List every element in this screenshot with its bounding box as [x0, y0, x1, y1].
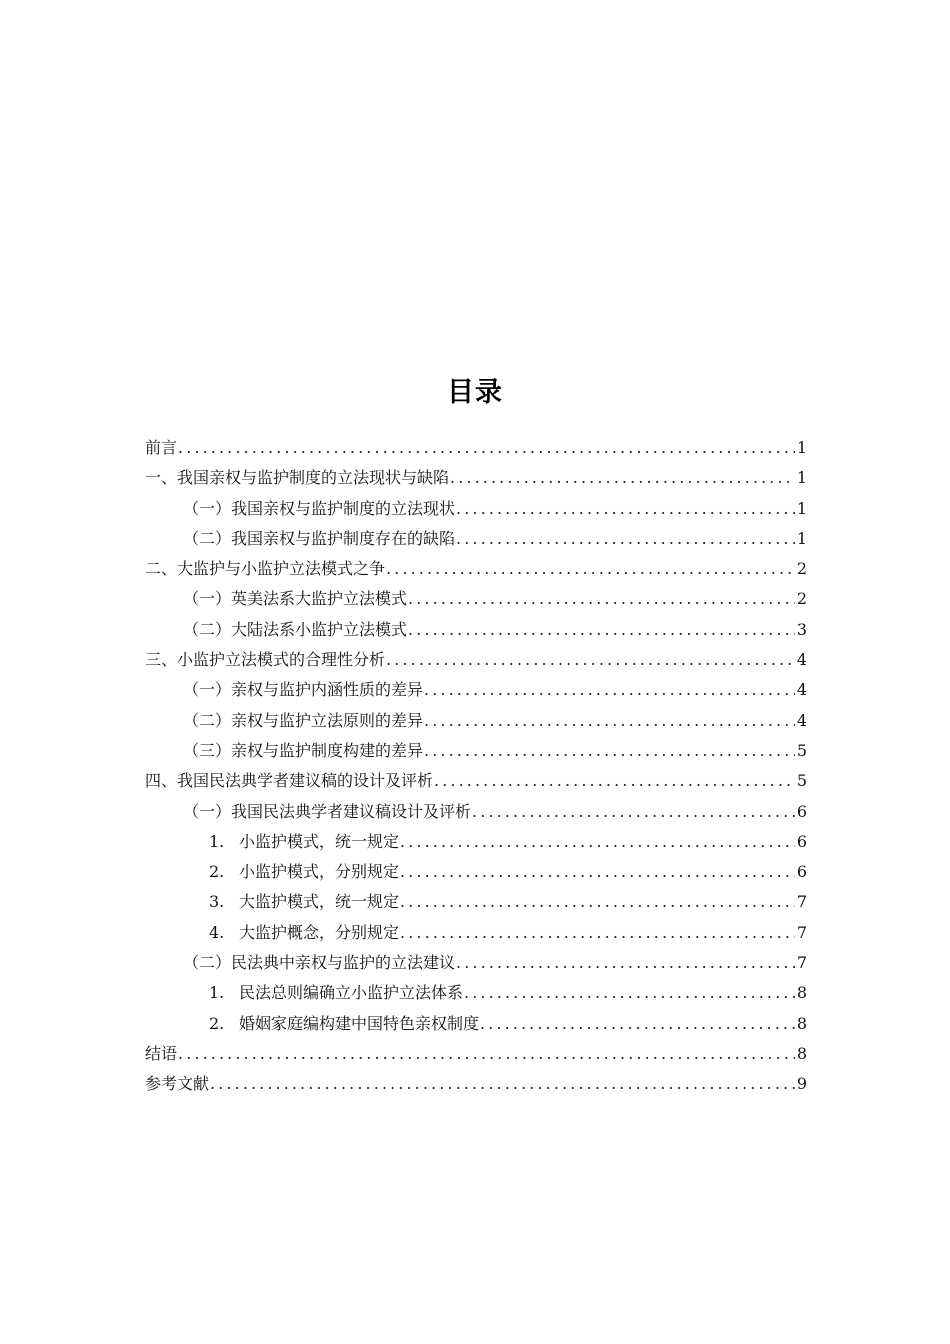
toc-entry[interactable]: [145, 1009, 807, 1039]
toc-page-number: 3: [796, 619, 807, 639]
toc-dot-leader: [400, 918, 795, 948]
toc-page-number: 4: [796, 710, 807, 730]
toc-page-number: 7: [796, 892, 807, 912]
toc-page-number: 2: [796, 559, 807, 579]
toc-dot-leader: [178, 1039, 795, 1069]
toc-entry[interactable]: [145, 857, 807, 887]
toc-page-number: 8: [796, 1013, 807, 1033]
toc-entry-text: 小监护模式，分别规定: [239, 862, 400, 882]
toc-page-number: 8: [796, 1043, 807, 1063]
toc-list: [145, 433, 807, 1100]
toc-entry-label: [183, 948, 455, 978]
toc-dot-leader: [210, 1069, 795, 1099]
toc-entry-text: 一、我国亲权与监护制度的立法现状与缺陷: [145, 468, 450, 488]
toc-entry-number: 2.: [209, 862, 225, 882]
toc-entry-label: [145, 554, 385, 584]
toc-entry-text: （二）大陆法系小监护立法模式: [183, 619, 408, 639]
toc-entry-text: 三、小监护立法模式的合理性分析: [145, 650, 386, 670]
toc-entry-text: 大监护模式，统一规定: [239, 892, 400, 912]
toc-entry[interactable]: [145, 827, 807, 857]
toc-page-number: 5: [796, 740, 807, 760]
toc-entry-text: 结语: [145, 1043, 178, 1063]
toc-entry-text: （一）我国民法典学者建议稿设计及评析: [183, 801, 472, 821]
toc-entry-text: （一）我国亲权与监护制度的立法现状: [183, 498, 456, 518]
toc-entry-number: 4.: [209, 922, 225, 942]
toc-entry-label: [183, 736, 423, 766]
toc-dot-leader: [472, 797, 795, 827]
toc-entry-number: 1.: [209, 983, 225, 1003]
toc-dot-leader: [424, 706, 795, 736]
toc-entry[interactable]: [145, 887, 807, 917]
toc-dot-leader: [400, 887, 795, 917]
toc-page-number: 1: [796, 438, 807, 457]
toc-page-number: 6: [796, 862, 807, 882]
toc-dot-leader: [424, 736, 795, 766]
toc-entry-text: 二、大监护与小监护立法模式之争: [145, 559, 386, 579]
toc-entry-label: [183, 675, 423, 705]
toc-entry-text: （二）亲权与监护立法原则的差异: [183, 710, 424, 730]
toc-page-number: 1: [796, 498, 807, 518]
toc-entry[interactable]: [145, 1069, 807, 1099]
toc-entry-number: 1.: [209, 831, 225, 851]
toc-entry-label: [183, 706, 423, 736]
toc-dot-leader: [450, 463, 795, 493]
toc-dot-leader: [400, 827, 795, 857]
toc-dot-leader: [408, 584, 795, 614]
toc-entry[interactable]: [145, 675, 807, 705]
toc-page-number: 4: [796, 650, 807, 670]
toc-dot-leader: [424, 675, 795, 705]
toc-entry[interactable]: [145, 918, 807, 948]
toc-entry[interactable]: [145, 554, 807, 584]
toc-entry-label: [209, 1009, 479, 1039]
toc-dot-leader: [178, 433, 795, 463]
toc-page-number: 9: [796, 1074, 807, 1094]
toc-dot-leader: [408, 615, 795, 645]
toc-entry-label: [183, 797, 471, 827]
toc-entry-number: 2.: [209, 1013, 225, 1033]
toc-entry-text: 婚姻家庭编构建中国特色亲权制度: [239, 1013, 480, 1033]
toc-entry-label: [145, 433, 177, 463]
toc-page-number: 7: [796, 922, 807, 942]
toc-entry[interactable]: [145, 978, 807, 1008]
toc-entry-label: [183, 584, 407, 614]
toc-entry-label: [145, 645, 385, 675]
toc-entry-text: 民法总则编确立小监护立法体系: [239, 983, 464, 1003]
toc-entry[interactable]: [145, 645, 807, 675]
toc-entry-text: （一）亲权与监护内涵性质的差异: [183, 680, 424, 700]
toc-entry-label: [183, 494, 455, 524]
toc-dot-leader: [400, 857, 795, 887]
toc-dot-leader: [386, 645, 795, 675]
toc-entry-label: [183, 615, 407, 645]
toc-entry[interactable]: [145, 1039, 807, 1069]
toc-entry-label: [209, 857, 399, 887]
toc-entry-number: 3.: [209, 892, 225, 912]
toc-page-number: 6: [796, 831, 807, 851]
toc-page-number: 1: [796, 528, 807, 548]
toc-page-number: 2: [796, 589, 807, 609]
toc-entry-text: 小监护模式，统一规定: [239, 831, 400, 851]
toc-entry-text: 前言: [145, 438, 178, 457]
toc-dot-leader: [464, 978, 795, 1008]
toc-entry[interactable]: [145, 766, 807, 796]
toc-entry-text: （一）英美法系大监护立法模式: [183, 589, 408, 609]
toc-entry-text: （二）我国亲权与监护制度存在的缺陷: [183, 528, 456, 548]
toc-entry-label: [183, 524, 455, 554]
toc-dot-leader: [480, 1009, 795, 1039]
toc-entry-label: [145, 1039, 177, 1069]
toc-entry-label: [145, 1069, 209, 1099]
toc-entry[interactable]: [145, 524, 807, 554]
toc-entry-text: 大监护概念，分别规定: [239, 922, 400, 942]
toc-page-number: 1: [796, 468, 807, 488]
toc-dot-leader: [456, 948, 795, 978]
toc-entry[interactable]: [145, 797, 807, 827]
toc-entry-label: [145, 463, 449, 493]
toc-entry[interactable]: [145, 948, 807, 978]
toc-entry-label: [209, 978, 463, 1008]
toc-page-number: 7: [796, 953, 807, 973]
toc-entry-text: （二）民法典中亲权与监护的立法建议: [183, 953, 456, 973]
toc-page-number: 6: [796, 801, 807, 821]
toc-dot-leader: [434, 766, 795, 796]
toc-entry-label: [209, 918, 399, 948]
toc-entry[interactable]: [145, 494, 807, 524]
toc-entry[interactable]: [145, 736, 807, 766]
toc-dot-leader: [456, 524, 795, 554]
toc-entry[interactable]: [145, 706, 807, 736]
toc-entry-text: 四、我国民法典学者建议稿的设计及评析: [145, 771, 434, 791]
toc-entry-label: [145, 766, 433, 796]
toc-title: 目录: [447, 377, 503, 408]
toc-dot-leader: [456, 494, 795, 524]
toc-page-number: 8: [796, 983, 807, 1003]
toc-page-number: 4: [796, 680, 807, 700]
toc-page-number: 5: [796, 771, 807, 791]
toc-entry-text: （三）亲权与监护制度构建的差异: [183, 740, 424, 760]
toc-entry-label: [209, 887, 399, 917]
toc-entry-text: 参考文献: [145, 1074, 210, 1094]
toc-entry[interactable]: [145, 615, 807, 645]
toc-entry[interactable]: [145, 433, 807, 463]
toc-dot-leader: [386, 554, 795, 584]
toc-entry[interactable]: [145, 584, 807, 614]
toc-entry[interactable]: [145, 463, 807, 493]
toc-entry-label: [209, 827, 399, 857]
